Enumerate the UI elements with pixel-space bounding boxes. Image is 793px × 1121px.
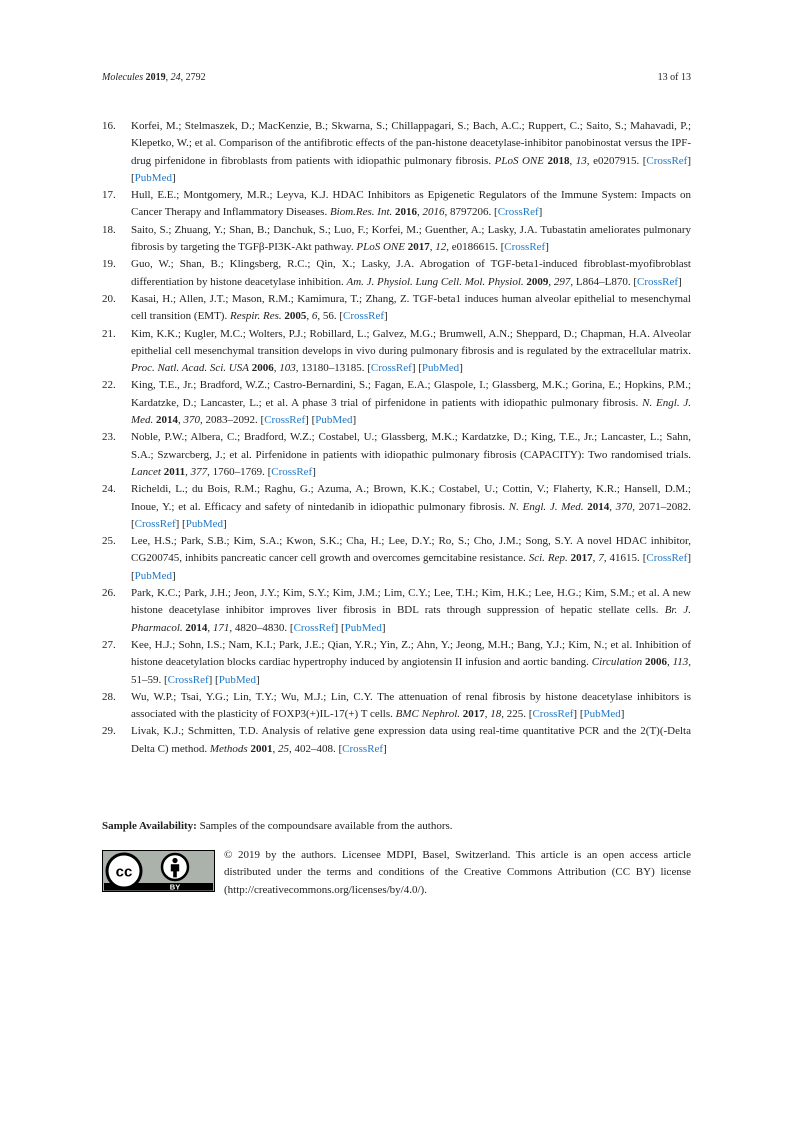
reference-journal: N. Engl. J. Med.: [131, 396, 692, 427]
reference-number: 29.: [102, 725, 116, 738]
reference-text: Livak, K.J.; Schmitten, T.D. Analysis of relative gene expression data using real-time quantitative PCR and the 2(T)(-Delta Delta C) method.: [131, 725, 691, 755]
reference-item: 25. Lee, H.S.; Park, S.B.; Kim, S.A.; Kwon, S.K.; Cha, H.; Lee, D.Y.; Ro, S.; Cho, J.M.; Song, S.Y. A novel HDAC inhibitor, CG200745, inhibits pancreatic cancer cell growth and overcomes gemcitabine resistance. Sci. Rep. 2017, 7, 41615. [CrossRef] [PubMed]: [102, 535, 692, 582]
reference-number: 26.: [102, 587, 116, 600]
journal-year: 2019: [145, 72, 166, 83]
reference-pages: 8797206: [450, 206, 489, 219]
reference-text: Saito, S.; Zhuang, Y.; Shan, B.; Danchuk, S.; Luo, F.; Korfei, M.; Guenther, A.; Lasky, J.A. Tubastatin ameliorates pulmonary fibrosis by targeting the TGFβ-PI3K-Akt pathway.: [131, 223, 691, 254]
reference-journal: BMC Nephrol.: [395, 708, 461, 721]
reference-number: 27.: [102, 638, 116, 651]
reference-year: 2009: [526, 275, 549, 288]
license-text: © 2019 by the authors. Licensee MDPI, Basel, Switzerland. This article is an open access article distributed under the terms and conditions of the Creative Commons Attribution (CC BY) license (http://creativecommons.org/licenses/by/4.0/).: [224, 849, 691, 896]
reference-volume: 13: [575, 154, 587, 167]
reference-journal: Br. J. Pharmacol.: [131, 604, 692, 634]
reference-journal: Sci. Rep.: [528, 552, 568, 565]
journal-name: Molecules: [102, 72, 144, 83]
reference-number: 18.: [102, 223, 116, 236]
crossref-link[interactable]: CrossRef: [532, 708, 574, 721]
reference-volume: 2016: [422, 206, 445, 219]
crossref-link[interactable]: CrossRef: [646, 552, 688, 565]
crossref-link[interactable]: CrossRef: [343, 310, 384, 323]
reference-volume: 18: [490, 708, 502, 721]
reference-number: 25.: [102, 535, 116, 548]
reference-year: 2014: [587, 500, 610, 513]
pubmed-link[interactable]: PubMed: [583, 708, 621, 721]
reference-text: Richeldi, L.; du Bois, R.M.; Raghu, G.; Azuma, A.; Brown, K.K.; Costabel, U.; Cottin, V.; Flaherty, K.R.; Hansell, D.M.; Inoue, Y.; et al. Efficacy and safety of nintedanib in idiopathic pulmonary fibrosis.: [131, 483, 691, 513]
reference-text: Guo, W.; Shan, B.; Klingsberg, R.C.; Qin, X.; Lasky, J.A. Abrogation of TGF-beta1-induced fibroblast-myofibroblast differentiation by histone deacetylase inhibition.: [131, 258, 691, 288]
reference-number: 23.: [102, 431, 116, 444]
reference-pages: 1760–1769: [212, 465, 263, 478]
reference-volume: 113: [672, 656, 689, 669]
reference-text: Noble, P.W.; Albera, C.; Bradford, W.Z.; Costabel, U.; Glassberg, M.K.; Kardatzke, D.; King, T.E., Jr.; Lancaster, L.; Sahn, S.A.; Szwarcberg, J.; et al. Pirfenidone in patients with idiopathic pulmonary fibrosis (CAPACITY): Two randomised trials.: [131, 431, 691, 461]
crossref-link[interactable]: CrossRef: [646, 154, 688, 167]
reference-item: 27. Kee, H.J.; Sohn, I.S.; Nam, K.I.; Park, J.E.; Qian, Y.R.; Yin, Z.; Ahn, Y.; Jeong, M.H.; Bang, Y.J.; Kim, N.; et al. Inhibition of histone deacetylation blocks cardiac hypertrophy induced by angiotensin II infusion and aortic banding. Circulation 2006, 113, 51–59. [CrossRef] [PubMed]: [102, 638, 692, 686]
reference-number: 21.: [102, 327, 116, 340]
pubmed-link[interactable]: PubMed: [315, 414, 353, 427]
reference-journal: PLoS ONE: [494, 154, 544, 167]
reference-text: King, T.E., Jr.; Bradford, W.Z.; Castro-Bernardini, S.; Fagan, E.A.; Glaspole, I.; Glassberg, M.K.; Gorina, E.; Hopkins, P.M.; Kardatzke, D.; Lancaster, L.; et al. A phase 3 trial of pirfenidone in patients with idiopathic pulmonary fibrosis.: [131, 379, 691, 409]
reference-pages: e0207915: [593, 154, 637, 167]
reference-journal: Proc. Natl. Acad. Sci. USA: [131, 362, 249, 375]
reference-item: 16. Korfei, M.; Stelmaszek, D.; MacKenzie, B.; Skwarna, S.; Chillappagari, S.; Bach, A.C.; Ruppert, C.; Saito, S.; Mahavadi, P.; Klepetko, W.; et al. Comparison of the antifibrotic effects of the pan-histone deacetylase-inhibitor panobinostat versus the IPF-drug pirfenidone in fibroblasts from patients with idiopathic pulmonary fibrosis. PLoS ONE 2018, 13, e0207915. [CrossRef] [PubMed]: [102, 120, 692, 184]
reference-pages: 4820–4830: [234, 621, 285, 634]
reference-item: 26. Park, K.C.; Park, J.H.; Jeon, J.Y.; Kim, S.Y.; Kim, J.M.; Lim, C.Y.; Lee, T.H.; Kim, H.K.; Lee, H.G.; Kim, S.M.; et al. A new histone deacetylase inhibitor improves liver fibrosis in BDL rats through suppression of hepatic stellate cells. Br. J. Pharmacol. 2014, 171, 4820–4830. [CrossRef] [PubMed]: [102, 587, 692, 634]
pubmed-link[interactable]: PubMed: [218, 673, 256, 686]
reference-journal: Biom.Res. Int.: [329, 206, 393, 219]
reference-year: 2014: [185, 621, 208, 634]
reference-number: 24.: [102, 483, 116, 496]
reference-pages: 51–59: [131, 673, 159, 686]
reference-volume: 370: [183, 414, 201, 427]
crossref-link[interactable]: CrossRef: [342, 742, 384, 755]
reference-text: Kee, H.J.; Sohn, I.S.; Nam, K.I.; Park, J.E.; Qian, Y.R.; Yin, Z.; Ahn, Y.; Jeong, M.H.; Bang, Y.J.; Kim, N.; et al. Inhibition of histone deacetylation blocks cardiac hypertrophy induced by angiotensin II infusion and aortic banding.: [131, 638, 691, 669]
reference-year: 2017: [462, 708, 485, 721]
reference-pages: L864–L870: [575, 275, 628, 288]
crossref-link[interactable]: CrossRef: [637, 275, 678, 288]
journal-volume: 24: [170, 72, 181, 83]
reference-journal: Methods: [209, 742, 248, 755]
crossref-link[interactable]: CrossRef: [134, 517, 176, 530]
reference-pages: e0186615: [451, 241, 496, 254]
reference-pages: 225: [506, 708, 524, 721]
reference-item: 22. King, T.E., Jr.; Bradford, W.Z.; Castro-Bernardini, S.; Fagan, E.A.; Glaspole, I.; Glassberg, M.K.; Gorina, E.; Hopkins, P.M.; Kardatzke, D.; Lancaster, L.; et al. A phase 3 trial of pirfenidone in patients with idiopathic pulmonary fibrosis. N. Engl. J. Med. 2014, 370, 2083–2092. [CrossRef] [PubMed]: [102, 379, 692, 427]
reference-text: Korfei, M.; Stelmaszek, D.; MacKenzie, B.; Skwarna, S.; Chillappagari, S.; Bach, A.C.; Ruppert, C.; Saito, S.; Mahavadi, P.; Klepetko, W.; et al. Comparison of the antifibrotic effects of the pan-histone deacetylase-inhibitor panobinostat versus the IPF-drug pirfenidone in fibroblasts from patients with idiopathic pulmonary fibrosis.: [131, 120, 691, 167]
reference-journal: Respir. Res.: [229, 310, 282, 323]
cc-by-license-icon[interactable]: [102, 850, 215, 892]
reference-year: 2018: [547, 154, 570, 167]
reference-text: Kasai, H.; Allen, J.T.; Mason, R.M.; Kamimura, T.; Zhang, Z. TGF-beta1 induces human alveolar epithelial to mesenchymal cell transition (EMT).: [131, 292, 691, 323]
page-header: [102, 72, 691, 88]
reference-journal: N. Engl. J. Med.: [508, 500, 584, 513]
reference-number: 20.: [102, 292, 116, 305]
reference-year: 2017: [570, 552, 593, 565]
pubmed-link[interactable]: PubMed: [344, 621, 382, 634]
crossref-link[interactable]: CrossRef: [167, 673, 209, 686]
reference-volume: 377: [190, 465, 208, 478]
reference-journal: Lancet: [131, 465, 161, 478]
reference-volume: 297: [553, 275, 571, 288]
reference-pages: 56: [322, 310, 334, 323]
reference-volume: 171: [212, 621, 230, 634]
reference-item: 20. Kasai, H.; Allen, J.T.; Mason, R.M.; Kamimura, T.; Zhang, Z. TGF-beta1 induces human alveolar epithelial to mesenchymal cell transition (EMT). Respir. Res. 2005, 6, 56. [CrossRef]: [102, 292, 691, 323]
reference-volume: 103: [279, 362, 296, 375]
reference-pages: 13180–13185: [301, 362, 362, 375]
reference-volume: 370: [615, 500, 633, 513]
article-number: 2792: [185, 72, 206, 83]
reference-year: 2006: [251, 362, 274, 375]
reference-item: 28. Wu, W.P.; Tsai, Y.G.; Lin, T.Y.; Wu, M.J.; Lin, C.Y. The attenuation of renal fibrosis by histone deacetylase inhibitors is associated with the plasticity of FOXP3(+)IL-17(+) T cells. BMC Nephrol. 2017, 18, 225. [CrossRef] [PubMed]: [102, 690, 691, 721]
crossref-link[interactable]: CrossRef: [370, 362, 412, 375]
reference-year: 2016: [395, 206, 418, 219]
reference-number: 22.: [102, 379, 116, 392]
reference-number: 17.: [102, 189, 116, 202]
reference-text: Park, K.C.; Park, J.H.; Jeon, J.Y.; Kim, S.Y.; Kim, J.M.; Lim, C.Y.; Lee, T.H.; Kim, H.K.; Lee, H.G.; Kim, S.M.; et al. A new histone deacetylase inhibitor improves liver fibrosis in BDL rats through suppression of hepatic stellate cells.: [131, 587, 691, 617]
running-head: Molecules 2019, 24, 2792: [102, 72, 206, 83]
reference-volume: 6: [311, 310, 318, 323]
page-number: 13 of 13: [657, 72, 691, 83]
crossref-link[interactable]: CrossRef: [264, 414, 306, 427]
reference-pages: 402–408: [294, 742, 333, 755]
reference-number: 19.: [102, 258, 116, 271]
license-block: [102, 847, 691, 899]
reference-pages: 2083–2092: [205, 414, 256, 427]
reference-item: 21. Kim, K.K.; Kugler, M.C.; Wolters, P.J.; Robillard, L.; Galvez, M.G.; Brumwell, A.N.; Sheppard, D.; Chapman, H.A. Alveolar epithelial cell mesenchymal transition develops in vivo during pulmonary fibrosis and is regulated by the extracellular matrix. Proc. Natl. Acad. Sci. USA 2006, 103, 13180–13185. [CrossRef] [PubMed]: [102, 327, 691, 375]
reference-volume: 12: [435, 241, 447, 254]
reference-year: 2001: [250, 742, 273, 755]
pubmed-link[interactable]: PubMed: [421, 362, 460, 375]
reference-text: Kim, K.K.; Kugler, M.C.; Wolters, P.J.; Robillard, L.; Galvez, M.G.; Brumwell, A.N.; Sheppard, D.; Chapman, H.A. Alveolar epithelial cell mesenchymal transition develops in vivo during pulmonary fibrosis and is regulated by the extracellular matrix.: [131, 327, 691, 357]
reference-year: 2017: [407, 241, 430, 254]
crossref-link[interactable]: CrossRef: [293, 621, 335, 634]
reference-number: 16.: [102, 120, 116, 132]
reference-journal: Am. J. Physiol. Lung Cell. Mol. Physiol.: [346, 275, 524, 288]
reference-year: 2006: [644, 656, 667, 669]
crossref-link[interactable]: CrossRef: [504, 241, 546, 254]
reference-pages: 41615: [609, 552, 638, 565]
reference-volume: 25: [277, 742, 289, 755]
reference-text: Lee, H.S.; Park, S.B.; Kim, S.A.; Kwon, S.K.; Cha, H.; Lee, D.Y.; Ro, S.; Cho, J.M.; Song, S.Y. A novel HDAC inhibitor, CG200745, inhibits pancreatic cancer cell growth and overcomes gemcitabine resistance.: [131, 535, 691, 565]
reference-text: Hull, E.E.; Montgomery, M.R.; Leyva, K.J. HDAC Inhibitors as Epigenetic Regulators of the Immune System: Impacts on Cancer Therapy and Inflammatory Diseases.: [131, 189, 691, 219]
reference-item: 17. Hull, E.E.; Montgomery, M.R.; Leyva, K.J. HDAC Inhibitors as Epigenetic Regulators of the Immune System: Impacts on Cancer Therapy and Inflammatory Diseases. Biom.Res. Int. 2016, 2016, 8797206. [CrossRef]: [102, 189, 691, 219]
reference-volume: 7: [598, 552, 604, 565]
reference-number: 28.: [102, 690, 116, 703]
pubmed-link[interactable]: PubMed: [134, 569, 172, 582]
reference-year: 2014: [156, 414, 179, 427]
pubmed-link[interactable]: PubMed: [134, 171, 172, 184]
reference-year: 2011: [163, 465, 186, 478]
sample-availability-label: Sample Availability:: [102, 820, 197, 832]
reference-pages: 2071–2082: [638, 500, 689, 513]
reference-item: 23. Noble, P.W.; Albera, C.; Bradford, W.Z.; Costabel, U.; Glassberg, M.K.; Kardatzke, D.; King, T.E., Jr.; Lancaster, L.; Sahn, S.A.; Szwarcberg, J.; et al. Pirfenidone in patients with idiopathic pulmonary fibrosis (CAPACITY): Two randomised trials. Lancet 2011, 377, 1760–1769. [CrossRef]: [102, 431, 691, 478]
pubmed-link[interactable]: PubMed: [185, 517, 223, 530]
reference-journal: PLoS ONE: [356, 241, 405, 254]
reference-item: 24. Richeldi, L.; du Bois, R.M.; Raghu, G.; Azuma, A.; Brown, K.K.; Costabel, U.; Cottin, V.; Flaherty, K.R.; Hansell, D.M.; Inoue, Y.; et al. Efficacy and safety of nintedanib in idiopathic pulmonary fibrosis. N. Engl. J. Med. 2014, 370, 2071–2082. [CrossRef] [PubMed]: [102, 483, 692, 530]
reference-text: Wu, W.P.; Tsai, Y.G.; Lin, T.Y.; Wu, M.J.; Lin, C.Y. The attenuation of renal fibrosis by histone deacetylase inhibitors is associated with the plasticity of FOXP3(+)IL-17(+) T cells.: [131, 690, 691, 721]
cc-glyph: cc: [115, 863, 133, 881]
crossref-link[interactable]: CrossRef: [271, 465, 313, 478]
reference-list: [102, 118, 691, 758]
reference-item: 18. Saito, S.; Zhuang, Y.; Shan, B.; Danchuk, S.; Luo, F.; Korfei, M.; Guenther, A.; Lasky, J.A. Tubastatin ameliorates pulmonary fibrosis by targeting the TGFβ-PI3K-Akt pathway. PLoS ONE 2017, 12, e0186615. [CrossRef]: [102, 223, 691, 254]
reference-year: 2005: [284, 310, 307, 323]
reference-journal: Circulation: [591, 656, 643, 669]
sample-availability: [102, 818, 691, 835]
reference-item: 19. Guo, W.; Shan, B.; Klingsberg, R.C.; Qin, X.; Lasky, J.A. Abrogation of TGF-beta1-induced fibroblast-myofibroblast differentiation by histone deacetylase inhibition. Am. J. Physiol. Lung Cell. Mol. Physiol. 2009, 297, L864–L870. [CrossRef]: [102, 258, 691, 288]
crossref-link[interactable]: CrossRef: [497, 206, 539, 219]
reference-item: 29. Livak, K.J.; Schmitten, T.D. Analysis of relative gene expression data using real-time quantitative PCR and the 2(T)(-Delta Delta C) method. Methods 2001, 25, 402–408. [CrossRef]: [102, 725, 691, 755]
sample-availability-text: Samples of the compoundsare available from the authors.: [199, 820, 453, 832]
by-label: BY: [169, 882, 181, 892]
